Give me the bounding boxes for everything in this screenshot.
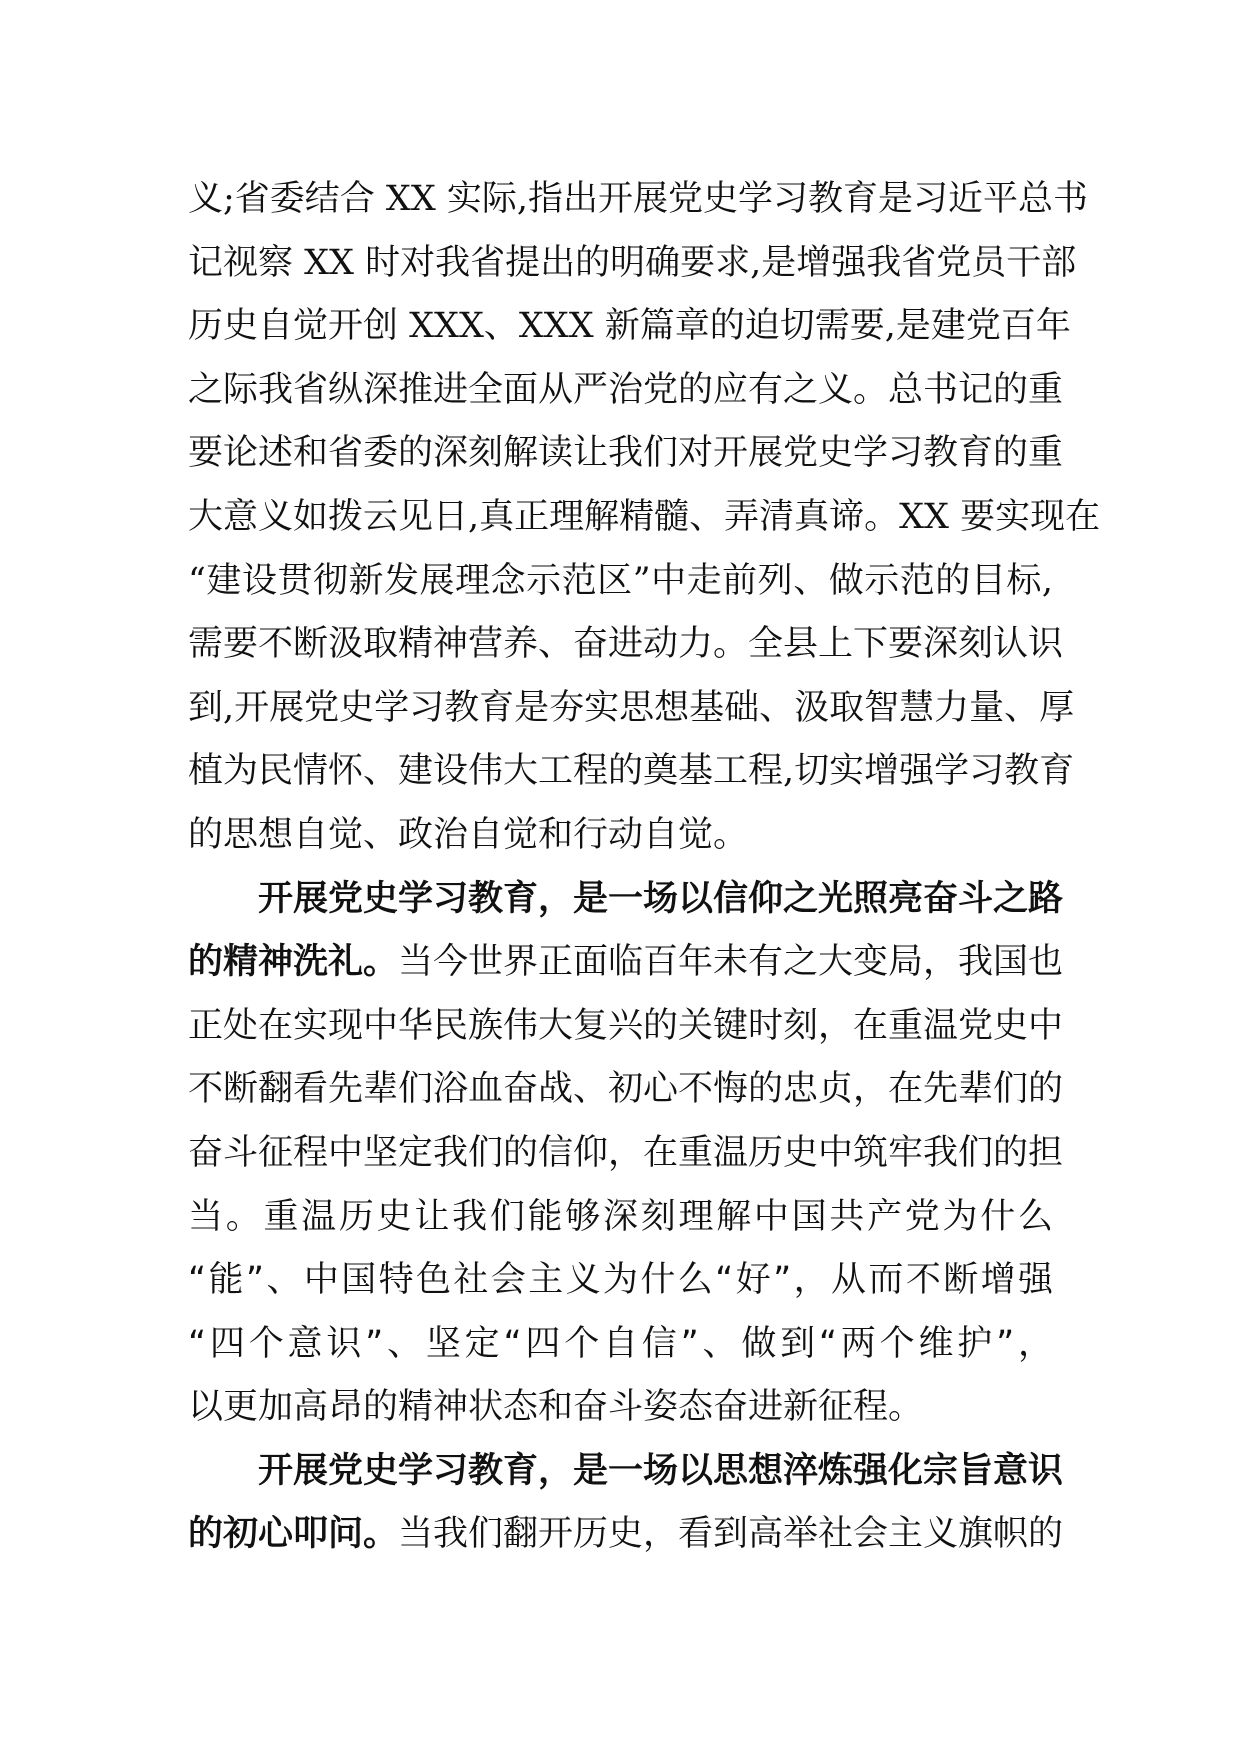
text-line: 当。重温历史让我们能够深刻理解中国共产党为什么 xyxy=(188,1196,1053,1237)
text-line: 不断翻看先辈们浴血奋战、初心不悔的忠贞，在先辈们的 xyxy=(188,1069,1064,1110)
paragraph-heading: 开展党史学习教育，是一场以思想淬炼强化宗旨意识 xyxy=(258,1450,1064,1491)
text-line: “能”、中国特色社会主义为什么“好”，从而不断增强 xyxy=(188,1260,1053,1301)
text-line: 要论述和省委的深刻解读让我们对开展党史学习教育的重 xyxy=(188,433,1064,474)
text-line xyxy=(188,931,1064,995)
text-line: 之际我省纵深推进全面从严治党的应有之义。总书记的重 xyxy=(188,369,1064,410)
text-line xyxy=(188,1503,1064,1567)
text-line: 奋斗征程中坚定我们的信仰，在重温历史中筑牢我们的担 xyxy=(188,1132,1064,1173)
text-line: 义;省委结合 XX 实际,指出开展党史学习教育是习近平总书 xyxy=(188,179,1089,219)
text-line: 历史自觉开创 XXX、XXX 新篇章的迫切需要,是建党百年 xyxy=(188,306,1071,347)
document-page xyxy=(188,168,1101,1567)
paragraph-heading: 开展党史学习教育，是一场以信仰之光照亮奋斗之路 xyxy=(258,878,1064,919)
paragraph-heading-end: 的精神洗礼。 xyxy=(188,942,399,983)
text-line: 大意义如拨云见日,真正理解精髓、弄清真谛。XX 要实现在 xyxy=(188,496,1101,537)
text-line: 记视察 XX 时对我省提出的明确要求,是增强我省党员干部 xyxy=(188,242,1077,283)
text-line: “建设贯彻新发展理念示范区”中走前列、做示范的目标, xyxy=(188,560,1053,601)
paragraph-heading-end: 的初心叩问。 xyxy=(188,1514,399,1555)
text-line: 到,开展党史学习教育是夯实思想基础、汲取智慧力量、厚 xyxy=(188,687,1075,728)
text-line: 需要不断汲取精神营养、奋进动力。全县上下要深刻认识 xyxy=(188,624,1064,665)
text-span: 当我们翻开历史，看到高举社会主义旗帜的 xyxy=(398,1514,1064,1555)
text-line: 植为民情怀、建设伟大工程的奠基工程,切实增强学习教育 xyxy=(188,751,1075,792)
text-line: “四个意识”、坚定“四个自信”、做到“两个维护”， xyxy=(188,1323,1053,1364)
text-span: 当今世界正面临百年未有之大变局，我国也 xyxy=(398,942,1064,983)
text-line: 的思想自觉、政治自觉和行动自觉。 xyxy=(188,814,749,855)
text-line: 正处在实现中华民族伟大复兴的关键时刻，在重温党史中 xyxy=(188,1005,1064,1046)
text-line: 以更加高昂的精神状态和奋斗姿态奋进新征程。 xyxy=(188,1387,924,1428)
